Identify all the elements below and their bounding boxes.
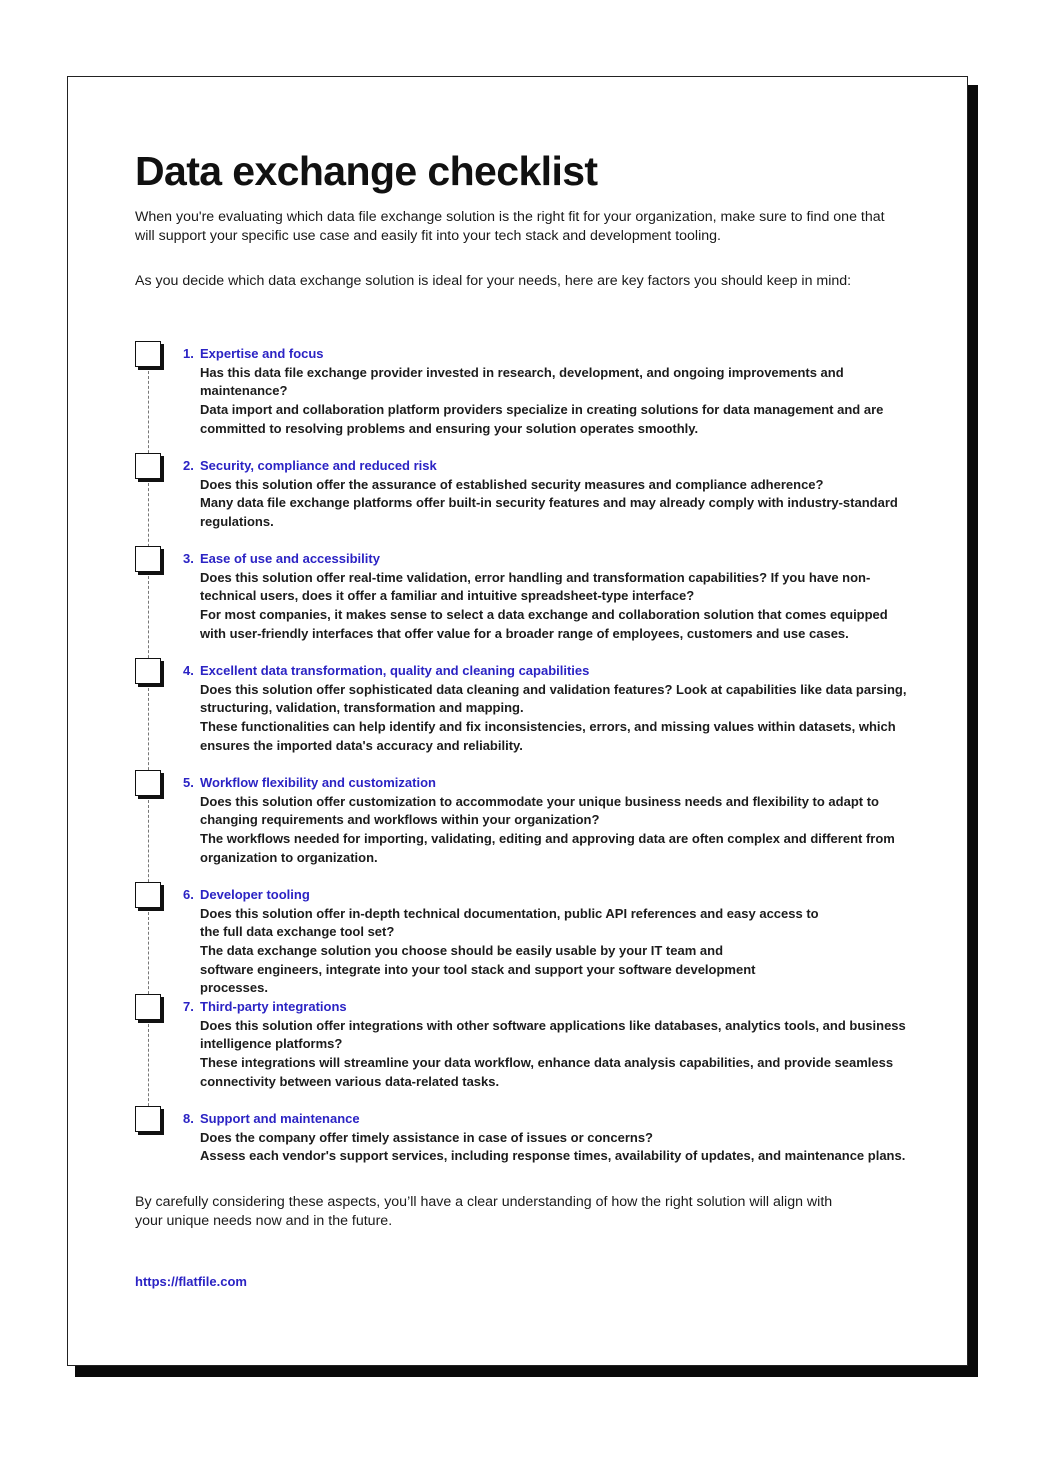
empty-checkbox-icon[interactable] bbox=[135, 453, 161, 479]
item-question: Does this solution offer sophisticated data cleaning and validation features? Look at capabilities like data parsing, structuring, validation, transformation and mapping. bbox=[200, 681, 907, 716]
item-detail: The data exchange solution you choose should be easily usable by your IT team and software engineers, integrate into your tool stack and support your software development processes. bbox=[200, 942, 756, 996]
item-number: 2. bbox=[183, 458, 194, 473]
dashed-connector-line bbox=[148, 576, 149, 668]
item-number: 8. bbox=[183, 1111, 194, 1126]
item-title-text: Ease of use and accessibility bbox=[200, 551, 380, 566]
item-title-text: Third-party integrations bbox=[200, 999, 347, 1014]
dashed-connector-line bbox=[148, 1024, 149, 1116]
item-number: 3. bbox=[183, 551, 194, 566]
item-question: Does this solution offer integrations with other software applications like databases, analytics tools, and business intelligence platforms? bbox=[200, 1017, 906, 1052]
checklist-item-body bbox=[200, 1017, 920, 1092]
item-title-text: Developer tooling bbox=[200, 887, 310, 902]
empty-checkbox-icon[interactable] bbox=[135, 341, 161, 367]
item-question: Has this data file exchange provider invested in research, development, and ongoing improvements and maintenance? bbox=[200, 364, 844, 399]
empty-checkbox-icon[interactable] bbox=[135, 658, 161, 684]
item-question: Does this solution offer in-depth technical documentation, public API references and easy access to the full data exchange tool set? bbox=[200, 905, 819, 940]
lead-paragraph: As you decide which data exchange solution is ideal for your needs, here are key factors you should keep in mind: bbox=[135, 273, 852, 289]
checklist-item-title bbox=[183, 662, 589, 680]
item-title-text: Support and maintenance bbox=[200, 1111, 360, 1126]
page-title: Data exchange checklist bbox=[135, 148, 598, 194]
dashed-connector-line bbox=[148, 371, 149, 463]
item-question: Does this solution offer real-time validation, error handling and transformation capabilities? If you have non-technical users, does it offer a familiar and intuitive spreadsheet-type interface? bbox=[200, 569, 871, 604]
item-question: Does the company offer timely assistance in case of issues or concerns? bbox=[200, 1129, 654, 1145]
item-question: Does this solution offer the assurance of established security measures and compliance adherence? bbox=[200, 476, 824, 492]
checklist-item-body bbox=[200, 793, 920, 868]
item-detail: Many data file exchange platforms offer built-in security features and may already comply with industry-standard regulations. bbox=[200, 495, 898, 529]
checklist-item-body bbox=[200, 364, 920, 439]
item-title-text: Excellent data transformation, quality and cleaning capabilities bbox=[200, 663, 590, 678]
item-title-text: Expertise and focus bbox=[200, 346, 324, 361]
intro-paragraph: When you're evaluating which data file exchange solution is the right fit for your organization, make sure to find one that will support your specific use case and easily fit into your tech stack and development tooling. bbox=[135, 209, 885, 244]
checklist-item-title bbox=[183, 457, 437, 475]
checklist-item-title bbox=[183, 345, 324, 363]
checklist-item-title bbox=[183, 550, 380, 568]
checklist-item-title bbox=[183, 998, 347, 1016]
checklist-item-title bbox=[183, 886, 310, 904]
dashed-connector-line bbox=[148, 912, 149, 1004]
item-question: Does this solution offer customization to accommodate your unique business needs and flexibility to adapt to changing requirements and workflows within your organization? bbox=[200, 793, 879, 828]
checklist-item-body bbox=[200, 905, 920, 999]
item-number: 7. bbox=[183, 999, 194, 1014]
item-detail: Data import and collaboration platform providers specialize in creating solutions for data management and are committed to resolving problems and ensuring your solution operates smoothly. bbox=[200, 401, 884, 436]
empty-checkbox-icon[interactable] bbox=[135, 882, 161, 908]
item-number: 1. bbox=[183, 346, 194, 361]
item-title-text: Security, compliance and reduced risk bbox=[200, 458, 437, 473]
item-number: 6. bbox=[183, 887, 194, 902]
website-link[interactable]: https://flatfile.com bbox=[135, 1274, 247, 1289]
item-detail: Assess each vendor's support services, including response times, availability of updates, and maintenance plans. bbox=[200, 1148, 906, 1164]
checklist-item-body bbox=[200, 1129, 920, 1166]
item-detail: These integrations will streamline your data workflow, enhance data analysis capabilities, and provide seamless connectivity between various data-related tasks. bbox=[200, 1054, 894, 1089]
item-detail: These functionalities can help identify and fix inconsistencies, errors, and missing values within datasets, which ensures the imported data's accuracy and reliability. bbox=[200, 718, 896, 753]
checklist-item-title bbox=[183, 1110, 360, 1128]
checklist-item-title bbox=[183, 774, 436, 792]
checklist-item-body bbox=[200, 476, 920, 532]
empty-checkbox-icon[interactable] bbox=[135, 1106, 161, 1132]
checklist-item-body bbox=[200, 681, 920, 756]
dashed-connector-line bbox=[148, 688, 149, 780]
item-number: 4. bbox=[183, 663, 194, 678]
item-number: 5. bbox=[183, 775, 194, 790]
empty-checkbox-icon[interactable] bbox=[135, 994, 161, 1020]
item-title-text: Workflow flexibility and customization bbox=[200, 775, 436, 790]
item-detail: The workflows needed for importing, validating, editing and approving data are often complex and different from organization to organization. bbox=[200, 830, 895, 865]
empty-checkbox-icon[interactable] bbox=[135, 770, 161, 796]
checklist-item-body bbox=[200, 569, 920, 644]
item-detail: For most companies, it makes sense to select a data exchange and collaboration solution that comes equipped with user-friendly interfaces that offer value for a broader range of employees, customers and use cases. bbox=[200, 606, 888, 641]
dashed-connector-line bbox=[148, 800, 149, 892]
empty-checkbox-icon[interactable] bbox=[135, 546, 161, 572]
conclusion-paragraph: By carefully considering these aspects, you’ll have a clear understanding of how the right solution will align with your unique needs now and in the future. bbox=[135, 1194, 833, 1229]
